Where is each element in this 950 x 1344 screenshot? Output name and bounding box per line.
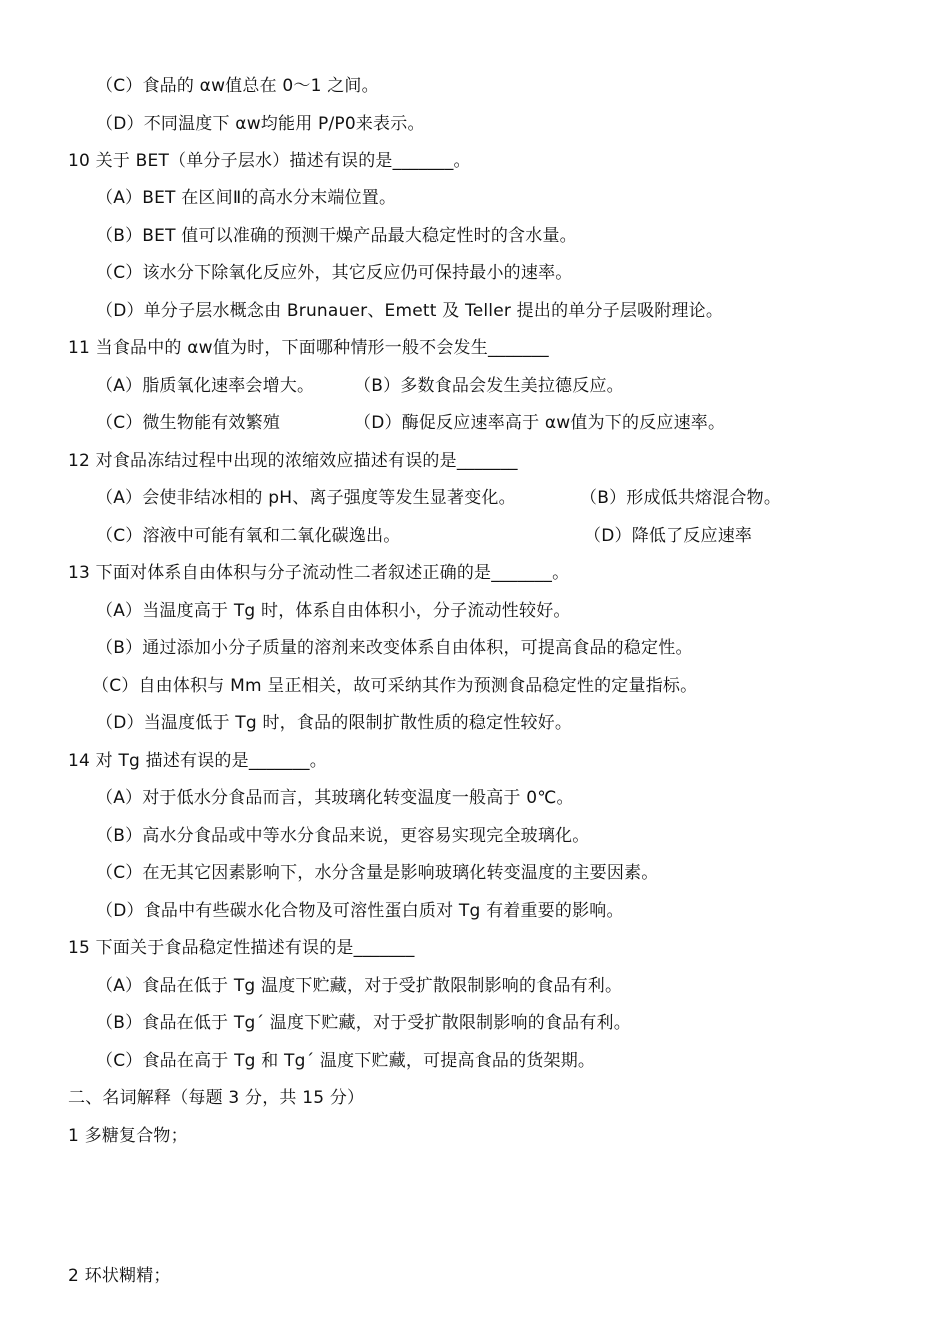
option-14d: （D）食品中有些碳水化合物及可溶性蛋白质对 Tg 有着重要的影响。 <box>96 901 624 921</box>
option-10c: （C）该水分下除氧化反应外，其它反应仍可保持最小的速率。 <box>96 263 573 283</box>
option-12a: （A）会使非结冰相的 pH、离子强度等发生显著变化。 <box>96 488 516 508</box>
question-10: 10 关于 BET（单分子层水）描述有误的是_______。 <box>68 151 471 171</box>
question-13: 13 下面对体系自由体积与分子流动性二者叙述正确的是_______。 <box>68 563 570 583</box>
option-12c: （C）溶液中可能有氧和二氧化碳逸出。 <box>96 526 401 546</box>
option-10a: （A）BET 在区间Ⅱ的高水分末端位置。 <box>96 188 397 208</box>
question-12: 12 对食品冻结过程中出现的浓缩效应描述有误的是_______ <box>68 451 518 471</box>
option-row-11ab <box>96 375 624 397</box>
option-15c: （C）食品在高于 Tg 和 Tg´ 温度下贮藏，可提高食品的货架期。 <box>96 1051 596 1071</box>
option-14b: （B）高水分食品或中等水分食品来说，更容易实现完全玻璃化。 <box>96 826 590 846</box>
option-13d: （D）当温度低于 Tg 时，食品的限制扩散性质的稳定性较好。 <box>96 713 573 733</box>
question-14: 14 对 Tg 描述有误的是_______。 <box>68 751 327 771</box>
option-13a: （A）当温度高于 Tg 时，体系自由体积小，分子流动性较好。 <box>96 601 571 621</box>
option-10d: （D）单分子层水概念由 Brunauer、Emett 及 Teller 提出的单分子层吸附理论。 <box>96 301 724 321</box>
term-1: 1 多糖复合物； <box>68 1126 188 1146</box>
option-10b: （B）BET 值可以准确的预测干燥产品最大稳定性时的含水量。 <box>96 226 577 246</box>
option-15a: （A）食品在低于 Tg 温度下贮藏，对于受扩散限制影响的食品有利。 <box>96 976 623 996</box>
question-11: 11 当食品中的 αw值为时，下面哪种情形一般不会发生_______ <box>68 338 549 358</box>
option-11b: （B）多数食品会发生美拉德反应。 <box>354 376 624 396</box>
section-heading-terms: 二、名词解释（每题 3 分，共 15 分） <box>68 1088 365 1108</box>
option-9d: （D）不同温度下 αw均能用 P/P0来表示。 <box>96 114 425 134</box>
term-2: 2 环状糊精； <box>68 1266 171 1286</box>
option-14c: （C）在无其它因素影响下，水分含量是影响玻璃化转变温度的主要因素。 <box>96 863 659 883</box>
option-11a: （A）脂质氧化速率会增大。 <box>96 376 315 396</box>
option-row-12cd <box>96 525 753 547</box>
option-11c: （C）微生物能有效繁殖 <box>96 413 281 433</box>
option-15b: （B）食品在低于 Tg´ 温度下贮藏，对于受扩散限制影响的食品有利。 <box>96 1013 631 1033</box>
option-13b: （B）通过添加小分子质量的溶剂来改变体系自由体积，可提高食品的稳定性。 <box>96 638 693 658</box>
option-row-11cd <box>96 412 726 434</box>
option-row-12ab <box>96 487 782 509</box>
option-12d: （D）降低了反应速率 <box>584 526 753 546</box>
option-13c: （C）自由体积与 Mm 呈正相关，故可采纳其作为预测食品稳定性的定量指标。 <box>92 676 698 696</box>
option-14a: （A）对于低水分食品而言，其玻璃化转变温度一般高于 0℃。 <box>96 788 574 808</box>
option-11d: （D）酶促反应速率高于 αw值为下的反应速率。 <box>354 413 726 433</box>
option-9c: （C）食品的 αw值总在 0～1 之间。 <box>96 76 379 96</box>
question-15: 15 下面关于食品稳定性描述有误的是_______ <box>68 938 415 958</box>
option-12b: （B）形成低共熔混合物。 <box>580 488 782 508</box>
